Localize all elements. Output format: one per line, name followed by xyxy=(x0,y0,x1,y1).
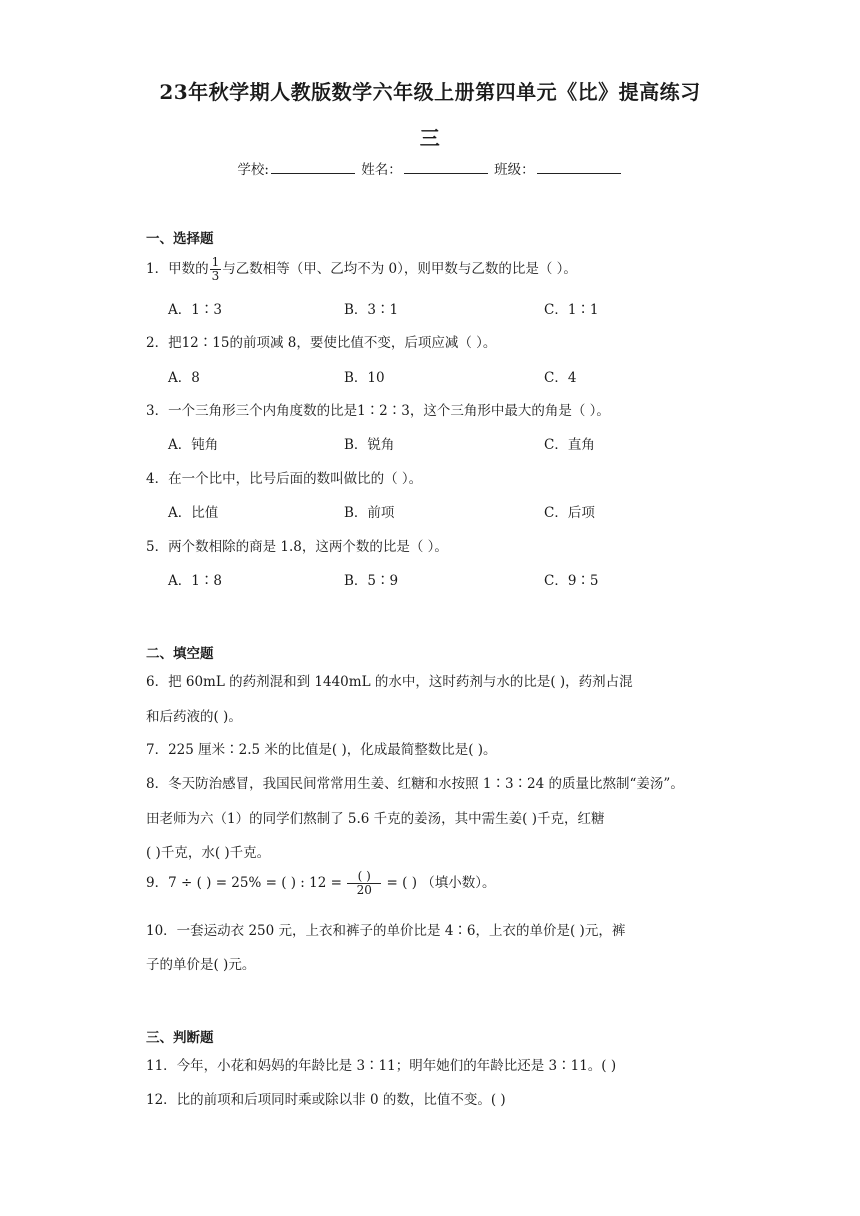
question-4: 4．在一个比中，比号后面的数叫做比的（ ）。 xyxy=(146,471,423,487)
question-2-options xyxy=(168,366,728,386)
worksheet-title: 23年秋学期人教版数学六年级上册第四单元《比》提高练习 xyxy=(159,80,701,104)
question-5: 5．两个数相除的商是 1.8，这两个数的比是（ ）。 xyxy=(146,539,448,555)
question-9 xyxy=(146,870,496,897)
option-c[interactable]: C．1∶1 xyxy=(544,302,599,318)
option-b[interactable]: B．10 xyxy=(344,370,385,386)
option-b[interactable]: B．锐角 xyxy=(344,437,395,453)
option-a[interactable]: A．1∶3 xyxy=(168,302,222,318)
fraction-denominator: 20 xyxy=(356,883,372,897)
question-4-options xyxy=(168,501,728,521)
question-11: 11．今年，小花和妈妈的年龄比是 3∶11；明年她们的年龄比还是 3∶11。( ) xyxy=(146,1058,617,1074)
class-blank[interactable] xyxy=(537,159,621,174)
fraction-numerator: 1 xyxy=(211,255,220,269)
question-10-line-1: 10．一套运动衣 250 元，上衣和裤子的单价比是 4∶6，上衣的单价是( )元，裤 xyxy=(146,923,626,939)
name-blank[interactable] xyxy=(404,159,488,174)
school-label: 学校: xyxy=(237,162,269,178)
section-heading-fill: 二、填空题 xyxy=(146,646,214,662)
worksheet-title-continued: 三 xyxy=(419,126,441,150)
question-1-pre: 1．甲数的 xyxy=(146,261,209,277)
option-b[interactable]: B．5∶9 xyxy=(344,573,399,589)
option-a[interactable]: A．1∶8 xyxy=(168,573,222,589)
question-1 xyxy=(146,256,577,283)
question-7: 7．225 厘米∶2.5 米的比值是( )，化成最简整数比是( )。 xyxy=(146,742,497,758)
section-heading-choice: 一、选择题 xyxy=(146,231,214,247)
question-12: 12．比的前项和后项同时乘或除以非 0 的数，比值不变。( ) xyxy=(146,1092,506,1108)
question-8-line-1: 8．冬天防治感冒，我国民间常常用生姜、红糖和水按照 1∶3∶24 的质量比熬制“姜汤”。 xyxy=(146,776,684,792)
option-c[interactable]: C．后项 xyxy=(544,505,595,521)
student-info-line xyxy=(0,158,860,178)
section-heading-judge: 三、判断题 xyxy=(146,1030,214,1046)
option-b[interactable]: B．前项 xyxy=(344,505,395,521)
fraction-blank-over-20 xyxy=(347,870,381,897)
question-6-line-1: 6．把 60mL 的药剂混和到 1440mL 的水中，这时药剂与水的比是( )，药剂占混 xyxy=(146,674,633,690)
question-8-line-2: 田老师为六（1）的同学们熬制了 5.6 千克的姜汤，其中需生姜( )千克，红糖 xyxy=(146,811,605,827)
question-3-options xyxy=(168,433,728,453)
fraction-numerator: ( ) xyxy=(347,870,381,884)
question-10-line-2: 子的单价是( )元。 xyxy=(146,957,256,973)
question-9-pre: 9．7 ÷ ( ) = 25% = ( ) : 12 = xyxy=(146,875,342,891)
fraction-denominator: 3 xyxy=(211,269,220,283)
school-blank[interactable] xyxy=(271,159,355,174)
question-8-line-3: ( )千克，水( )千克。 xyxy=(146,845,271,861)
option-a[interactable]: A．8 xyxy=(168,370,200,386)
option-c[interactable]: C．4 xyxy=(544,370,577,386)
fraction-one-third xyxy=(210,256,222,283)
option-c[interactable]: C．直角 xyxy=(544,437,595,453)
question-1-post: 与乙数相等（甲、乙均不为 0），则甲数与乙数的比是（ ）。 xyxy=(222,261,577,277)
option-a[interactable]: A．比值 xyxy=(168,505,219,521)
option-a[interactable]: A．钝角 xyxy=(168,437,219,453)
question-2: 2．把12∶15的前项减 8，要使比值不变，后项应减（ ）。 xyxy=(146,335,497,351)
question-3: 3．一个三角形三个内角度数的比是1∶2∶3，这个三角形中最大的角是（ ）。 xyxy=(146,403,610,419)
question-9-post: = ( ) （填小数）。 xyxy=(386,875,496,891)
option-b[interactable]: B．3∶1 xyxy=(344,302,399,318)
option-c[interactable]: C．9∶5 xyxy=(544,573,599,589)
class-label: 班级： xyxy=(494,162,535,178)
question-5-options xyxy=(168,569,728,589)
name-label: 姓名： xyxy=(361,162,402,178)
question-1-options xyxy=(168,298,728,318)
question-6-line-2: 和后药液的( )。 xyxy=(146,709,242,725)
